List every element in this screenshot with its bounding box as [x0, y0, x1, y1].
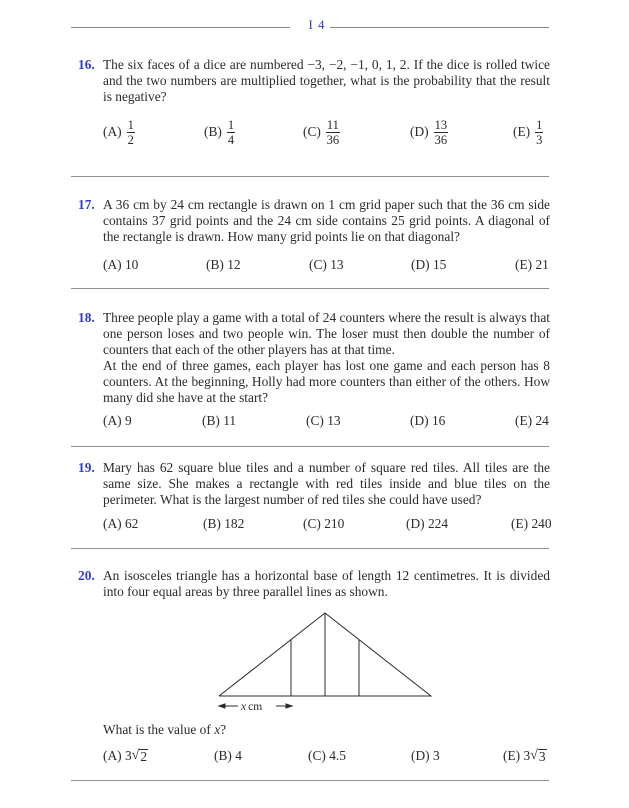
followup-var: x	[214, 722, 221, 737]
question-text: Three people play a game with a total of 24 counters where the result is always that one person loses and two people win. The loser must then double the number of counters that each of the other players has at that time.	[103, 310, 550, 357]
option-c[interactable]	[308, 741, 346, 771]
dimension-unit: cm	[248, 701, 263, 713]
option-value: 13	[327, 413, 341, 428]
option-value: 13	[330, 257, 344, 272]
header-rule-right	[330, 27, 549, 28]
option-e[interactable]	[503, 741, 547, 771]
option-c[interactable]	[309, 250, 344, 280]
question-20	[78, 568, 550, 600]
option-a[interactable]	[103, 250, 138, 280]
option-label: (E)	[513, 124, 531, 139]
question-number: 17.	[78, 197, 95, 212]
option-label: (D)	[406, 516, 425, 531]
separator-rule	[71, 780, 549, 781]
option-b[interactable]	[204, 117, 235, 147]
option-label: (A)	[103, 413, 122, 428]
option-b[interactable]	[203, 509, 244, 539]
options-20	[103, 741, 553, 771]
denominator: 36	[326, 132, 340, 147]
denominator: 3	[536, 132, 543, 147]
option-a[interactable]	[103, 741, 148, 771]
option-label: (D)	[410, 124, 429, 139]
coefficient: 3	[124, 748, 132, 763]
question-16	[78, 57, 550, 105]
denominator: 2	[127, 132, 134, 147]
option-value: 16	[431, 413, 446, 428]
numerator: 13	[434, 117, 448, 132]
option-label: (B)	[204, 124, 222, 139]
option-label: (A)	[103, 124, 122, 139]
option-c[interactable]	[303, 117, 340, 147]
page-number: I 4	[308, 17, 326, 32]
square-root	[530, 749, 546, 763]
radical-icon: √	[131, 748, 140, 763]
option-b[interactable]	[206, 250, 241, 280]
separator-rule	[71, 288, 549, 289]
option-value: 24	[535, 413, 549, 428]
question-text: The six faces of a dice are numbered −3, −2, −1, 0, 1, 2. If the dice is rolled twice and the two numbers are multiplied together, what is the probability that the result is negative?	[103, 57, 550, 104]
option-b[interactable]	[202, 406, 236, 436]
option-d[interactable]	[411, 250, 446, 280]
fraction	[326, 119, 340, 146]
option-value: 11	[223, 413, 237, 428]
option-value: 9	[124, 413, 132, 428]
option-label: (E)	[511, 516, 529, 531]
followup-lead: What is the value of	[103, 722, 215, 737]
option-label: (A)	[103, 748, 122, 763]
option-label: (C)	[303, 124, 321, 139]
coefficient: 3	[523, 748, 531, 763]
option-label: (C)	[303, 516, 321, 531]
option-value: 4.5	[329, 748, 346, 763]
option-label: (E)	[503, 748, 521, 763]
option-value: 15	[432, 257, 447, 272]
square-root	[132, 749, 148, 763]
option-a[interactable]	[103, 117, 135, 147]
option-label: (B)	[214, 748, 232, 763]
denominator: 36	[434, 132, 448, 147]
option-a[interactable]	[103, 406, 132, 436]
option-value: 224	[427, 516, 449, 531]
option-label: (B)	[203, 516, 221, 531]
option-a[interactable]	[103, 509, 138, 539]
option-label: (D)	[411, 748, 430, 763]
question-number: 20.	[78, 568, 95, 583]
question-text-continued: At the end of three games, each player has lost one game and each person has 8 counters. At the beginning, Holly had more counters than either of the others. How many did she have at the start?	[103, 358, 550, 405]
fraction	[434, 119, 449, 146]
option-value: 10	[124, 257, 139, 272]
separator-rule	[71, 176, 549, 177]
followup-end: ?	[220, 722, 227, 737]
options-17	[103, 250, 553, 280]
question-text: A 36 cm by 24 cm rectangle is drawn on 1 cm grid paper such that the 36 cm side contains 37 grid points and the 24 cm side contains 25 grid points. A diagonal of the rectangle is drawn. How many grid points lie on that diagonal?	[103, 197, 550, 244]
option-label: (A)	[103, 257, 122, 272]
option-d[interactable]	[410, 406, 445, 436]
question-number: 18.	[78, 310, 95, 325]
option-value: 240	[531, 516, 552, 531]
numerator: 1	[127, 117, 134, 132]
separator-rule	[71, 548, 549, 549]
fraction	[227, 119, 235, 146]
option-label: (D)	[410, 413, 429, 428]
option-value: 182	[224, 516, 245, 531]
arrow-left-icon	[219, 704, 225, 708]
option-e[interactable]	[515, 406, 549, 436]
followup-text	[103, 722, 550, 738]
option-value: 21	[535, 257, 549, 272]
option-value: 62	[124, 516, 139, 531]
option-b[interactable]	[214, 741, 242, 771]
question-18	[78, 310, 550, 406]
fraction	[535, 119, 543, 146]
question-17	[78, 197, 550, 245]
option-label: (C)	[306, 413, 324, 428]
option-e[interactable]	[513, 117, 543, 147]
option-value: 12	[227, 257, 241, 272]
radical-icon: √	[530, 748, 538, 763]
option-value: 3	[432, 748, 440, 763]
option-label: (E)	[515, 413, 533, 428]
option-label: (C)	[309, 257, 327, 272]
question-19	[78, 460, 550, 508]
option-e[interactable]	[515, 250, 549, 280]
triangle-figure	[210, 606, 440, 714]
options-19	[103, 509, 553, 539]
question-text: An isosceles triangle has a horizontal base of length 12 centimetres. It is divided into four equal areas by three parallel lines as shown.	[103, 568, 550, 599]
question-text: Mary has 62 square blue tiles and a number of square red tiles. All tiles are the same size. She makes a rectangle with red tiles inside and blue tiles on the perimeter. What is the largest number of red tiles she could have used?	[103, 460, 550, 507]
option-label: (D)	[411, 257, 430, 272]
question-number: 16.	[78, 57, 95, 72]
dimension-label	[240, 701, 262, 713]
option-label: (B)	[202, 413, 220, 428]
option-d[interactable]	[410, 117, 448, 147]
radicand: 2	[140, 749, 148, 764]
option-label: (A)	[103, 516, 122, 531]
question-20-followup	[78, 722, 550, 738]
option-value: 210	[324, 516, 345, 531]
option-d[interactable]	[406, 509, 448, 539]
arrow-right-icon	[286, 704, 292, 708]
header-rule-left	[71, 27, 290, 28]
numerator: 1	[227, 117, 235, 132]
options-16	[103, 117, 553, 147]
option-e[interactable]	[511, 509, 552, 539]
option-label: (E)	[515, 257, 533, 272]
numerator: 11	[326, 117, 339, 132]
option-label: (C)	[308, 748, 326, 763]
radicand: 3	[538, 749, 546, 764]
numerator: 1	[536, 117, 543, 132]
separator-rule	[71, 446, 549, 447]
option-c[interactable]	[303, 509, 344, 539]
option-d[interactable]	[411, 741, 440, 771]
fraction	[127, 119, 135, 146]
option-value: 4	[235, 748, 242, 763]
options-18	[103, 406, 553, 436]
option-c[interactable]	[306, 406, 341, 436]
denominator: 4	[227, 132, 235, 147]
dimension-var: x	[241, 701, 247, 713]
question-number: 19.	[78, 460, 95, 475]
option-label: (B)	[206, 257, 224, 272]
